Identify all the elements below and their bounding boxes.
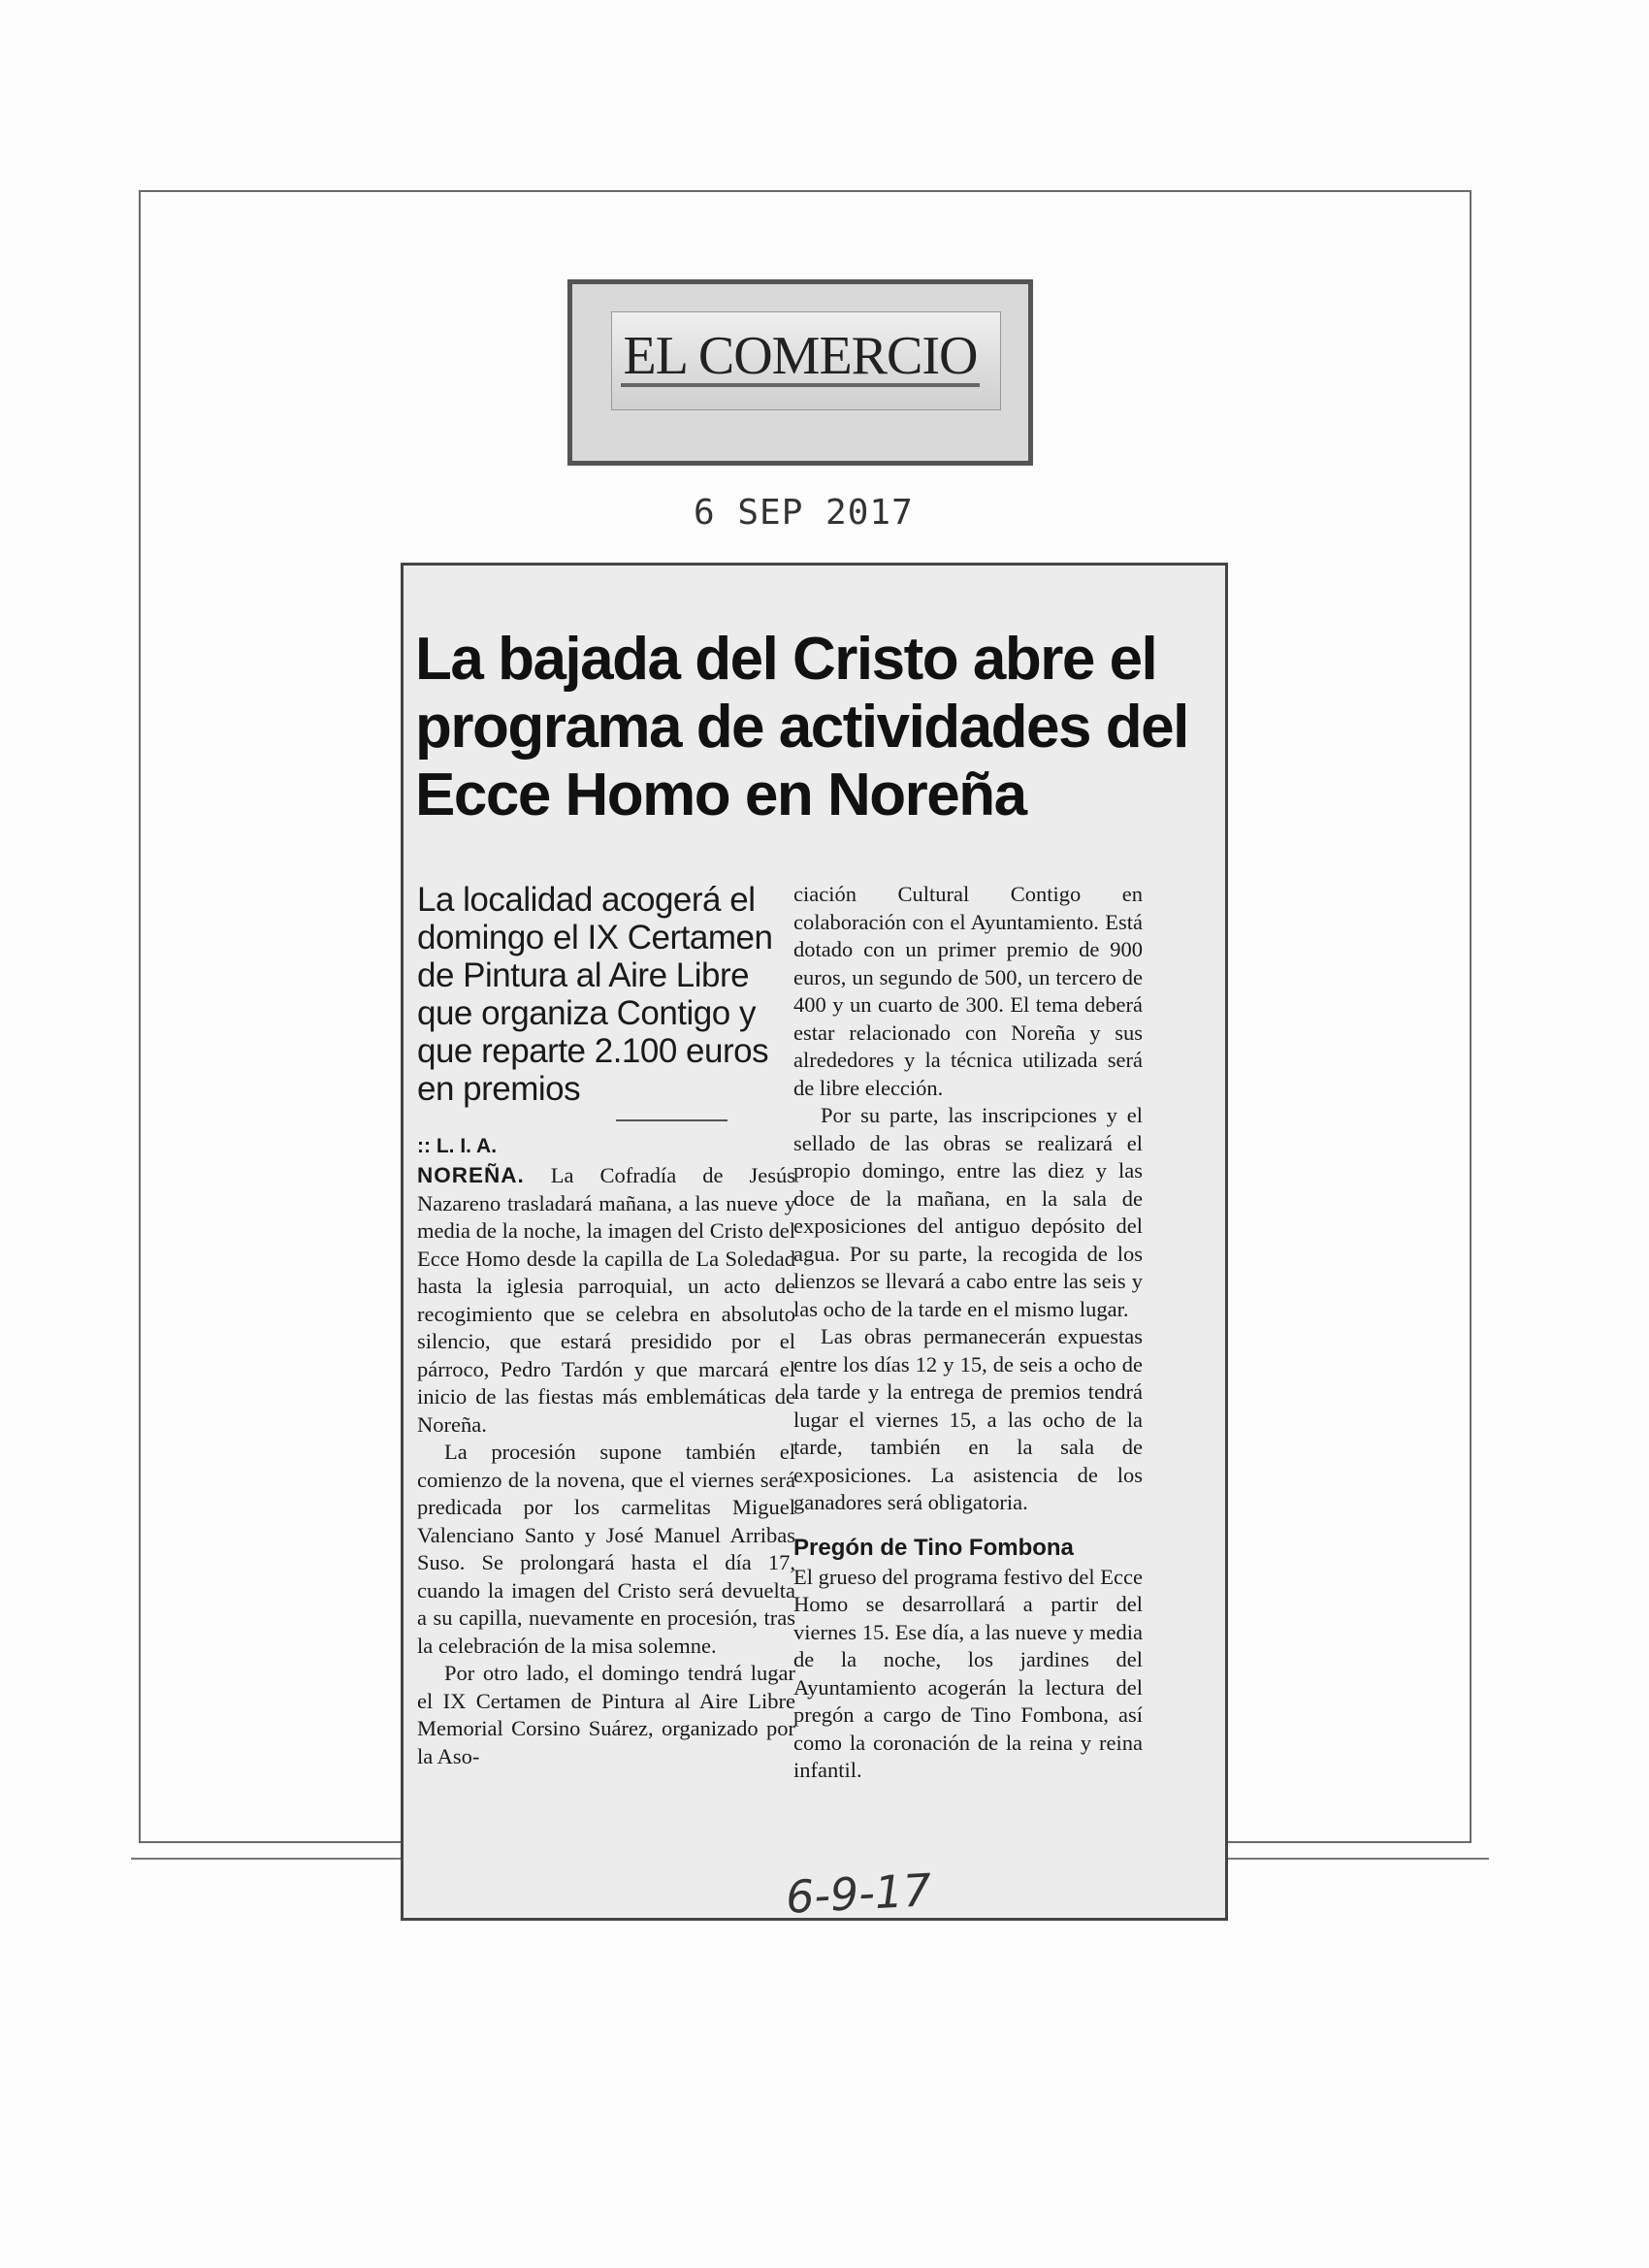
paragraph: Las obras permanecerán expuestas entre los días 12 y 15, de seis a ocho de la tarde y la entrega de premios tendrá lugar el viernes 15, a las ocho de la tarde, también en la sala de exposiciones. La asistencia de los ganadores será obligatoria.	[793, 1324, 1143, 1514]
newspaper-clipping	[401, 563, 1228, 1921]
article-headline: La bajada del Cristo abre el programa de actividades del Ecce Homo en Noreña	[415, 626, 1188, 828]
paragraph: ciación Cultural Contigo en colaboración con el Ayuntamiento. Está dotado con un primer premio de 900 euros, un segundo de 500, un tercero de 400 y un cuarto de 300. El tema deberá estar relacionado con Noreña y sus alrededores y la técnica utilizada será de libre elección.	[793, 882, 1143, 1100]
paragraph: El grueso del programa festivo del Ecce Homo se desarrollará a partir del viernes 15. Ese día, a las nueve y media de la noche, los jardines del Ayuntamiento acogerán la lectura del pregón a cargo de Tino Fombona, así como la coronación de la reina y reina infantil.	[793, 1564, 1143, 1782]
article-subheadline: La localidad acogerá el domingo el IX Certamen de Pintura al Aire Libre que organiza Contigo y que reparte 2.100 euros en premios	[417, 881, 773, 1108]
masthead-rule	[621, 383, 980, 387]
article-byline: :: L. I. A.	[417, 1135, 498, 1157]
paragraph	[417, 1162, 795, 1439]
handwritten-date: 6-9-17	[784, 1863, 933, 1924]
masthead-title: EL COMERCIO	[623, 326, 978, 386]
newspaper-masthead	[567, 279, 1033, 466]
section-body	[793, 1564, 1143, 1785]
paragraph: Por su parte, las inscripciones y el sellado de las obras se realizará el propio domingo, entre las diez y las doce de la mañana, en la sala de exposiciones del antiguo depósito del agua. Por su parte, la recogida de los lienzos se llevará a cabo entre las seis y las ocho de la tarde en el mismo lugar.	[793, 1103, 1143, 1321]
right-body	[793, 881, 1143, 1517]
paragraph-text: La Cofradía de Jesús Nazareno trasladará mañana, a las nueve y media de la noche, la imagen del Cristo del Ecce Homo desde la capilla de La Soledad hasta la iglesia parroquial, un acto de recogimiento que se celebra en absoluto silencio, que estará presidido por el párroco, Pedro Tardón y que marcará el inicio de las fiestas más emblemáticas de Noreña.	[417, 1163, 795, 1437]
dateline: NOREÑA.	[417, 1163, 525, 1187]
section-title: Pregón de Tino Fombona	[793, 1534, 1074, 1561]
left-column	[417, 881, 795, 1770]
left-body	[417, 1162, 795, 1770]
paragraph: La procesión supone también el comienzo de la novena, que el viernes será predicada por los carmelitas Miguel Valenciano Santo y José Manuel Arribas Suso. Se prolongará hasta el día 17, cuando la imagen del Cristo será devuelta a su capilla, nuevamente en procesión, tras la celebración de la misa solemne.	[417, 1440, 795, 1658]
date-stamp: 6 SEP 2017	[694, 493, 914, 533]
right-column	[793, 881, 1143, 1785]
subheadline-rule	[616, 1119, 728, 1121]
paragraph: Por otro lado, el domingo tendrá lugar el IX Certamen de Pintura al Aire Libre Memorial Corsino Suárez, organizado por la Aso-	[417, 1661, 795, 1768]
